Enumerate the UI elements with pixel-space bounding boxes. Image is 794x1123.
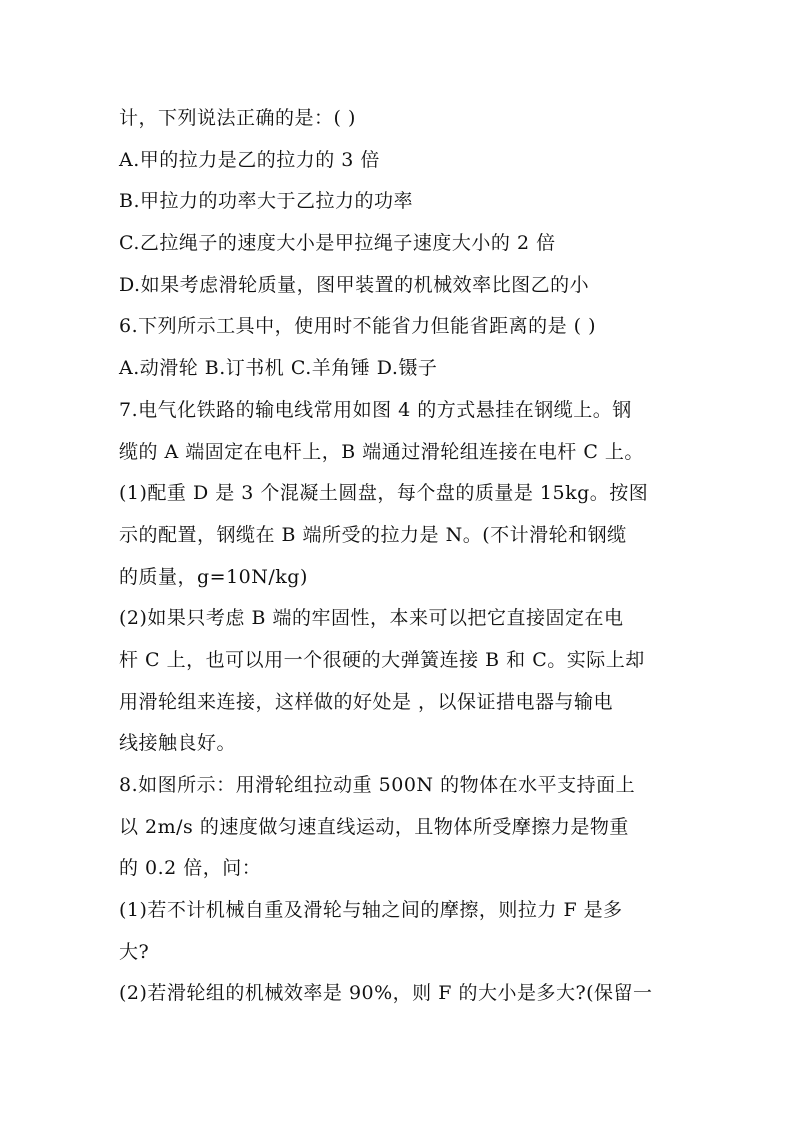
text-line: (2)如果只考虑 B 端的牢固性，本来可以把它直接固定在电 (119, 607, 624, 630)
text-line: C.乙拉绳子的速度大小是甲拉绳子速度大小的 2 倍 (119, 232, 556, 255)
text-line: A.动滑轮 B.订书机 C.羊角锤 D.镊子 (119, 357, 438, 380)
text-line: (1)若不计机械自重及滑轮与轴之间的摩擦，则拉力 F 是多 (119, 899, 623, 922)
document-body (119, 98, 679, 1015)
text-line: B.甲拉力的功率大于乙拉力的功率 (119, 190, 414, 213)
text-line: 大? (119, 940, 150, 963)
text-line: 用滑轮组来连接，这样做的好处是 ，以保证措电器与输电 (119, 690, 614, 713)
text-line: A.甲的拉力是乙的拉力的 3 倍 (119, 148, 380, 171)
text-line: 7.电气化铁路的输电线常用如图 4 的方式悬挂在钢缆上。钢 (119, 398, 632, 421)
text-line: 杆 C 上，也可以用一个很硬的大弹簧连接 B 和 C。实际上却 (119, 648, 645, 671)
text-line: 线接触良好。 (119, 732, 237, 755)
text-line: 缆的 A 端固定在电杆上，B 端通过滑轮组连接在电杆 C 上。 (119, 440, 644, 463)
text-line: 的 0.2 倍，问： (119, 857, 262, 880)
text-line: D.如果考虑滑轮质量，图甲装置的机械效率比图乙的小 (119, 273, 590, 296)
text-line: (1)配重 D 是 3 个混凝土圆盘，每个盘的质量是 15kg。按图 (119, 482, 649, 505)
text-line: 示的配置，钢缆在 B 端所受的拉力是 N。(不计滑轮和钢缆 (119, 523, 627, 546)
text-line: 的质量，g=10N/kg) (119, 565, 308, 588)
text-line: 8.如图所示：用滑轮组拉动重 500N 的物体在水平支持面上 (119, 774, 636, 796)
text-line: 计，下列说法正确的是：( ) (119, 107, 356, 129)
text-line: (2)若滑轮组的机械效率是 90%，则 F 的大小是多大?(保留一 (119, 982, 653, 1005)
text-line: 以 2m/s 的速度做匀速直线运动，且物体所受摩擦力是物重 (119, 815, 629, 838)
text-line: 6.下列所示工具中，使用时不能省力但能省距离的是 ( ) (119, 315, 597, 338)
